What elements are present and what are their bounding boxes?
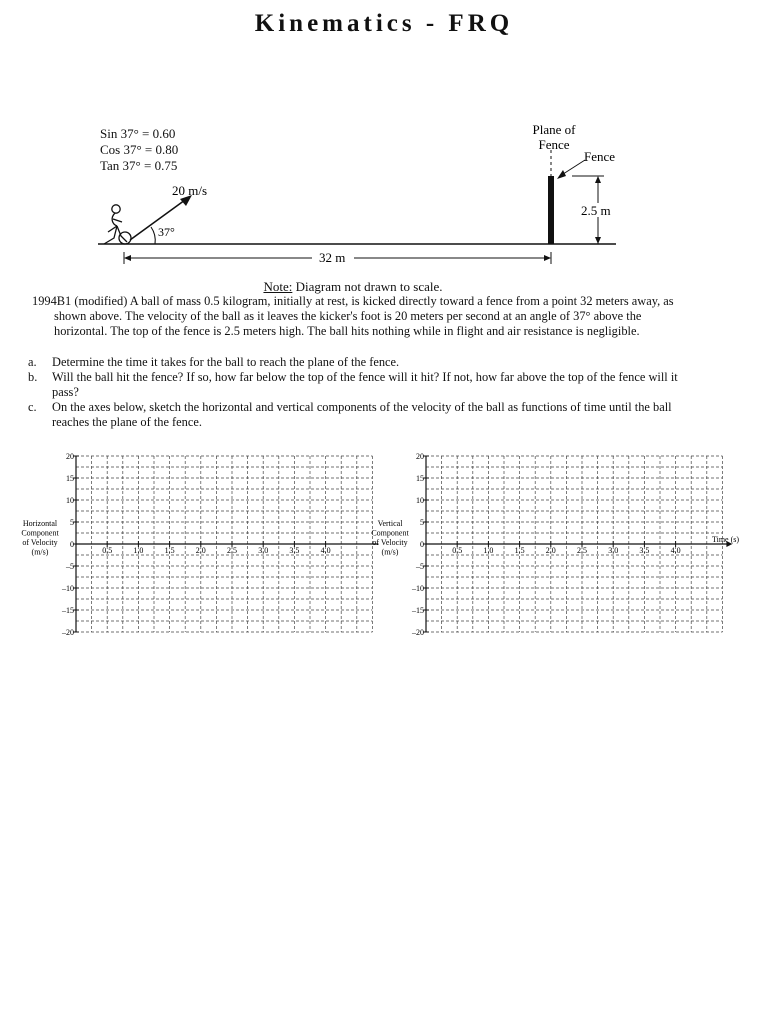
kicker-figure [104, 205, 131, 244]
y-tick-label: 5 [70, 518, 74, 527]
horizontal-ylabel-line: (m/s) [31, 547, 49, 557]
vertical-ylabel-line: Vertical [377, 519, 403, 528]
page-title: Kinematics - FRQ [254, 10, 514, 37]
x-tick-label: 2.0 [545, 546, 556, 555]
question-a [28, 355, 688, 370]
vertical-velocity-graph [364, 448, 768, 644]
y-tick-label: –5 [66, 562, 74, 571]
x-tick-label: 3.0 [608, 546, 619, 555]
problem-statement [32, 294, 682, 339]
vertical-ylabel-line: of Velocity [372, 538, 408, 547]
kick-diagram [0, 0, 768, 280]
x-tick-label: 4.0 [670, 546, 681, 555]
y-tick-label: –20 [62, 628, 74, 637]
height-arrow-top [595, 176, 601, 183]
angle-label: 37° [158, 225, 175, 239]
vertical-ylabel-line: Component [371, 528, 409, 538]
question-b [28, 370, 688, 400]
plane-label-1: Plane of [532, 122, 576, 137]
y-tick-label: 0 [420, 540, 424, 549]
horizontal-ylabel-line: of Velocity [22, 538, 58, 547]
y-tick-label: 5 [420, 518, 424, 527]
x-tick-label: 0.5 [102, 546, 113, 555]
vertical-ylabel-line: (m/s) [381, 547, 399, 557]
x-tick-label: 1.5 [164, 546, 175, 555]
question-c-text: On the axes below, sketch the horizontal and vertical components of the velocity of the ball as functions of time until the ball reaches the plane of the fence. [52, 400, 672, 429]
y-tick-label: –10 [412, 584, 424, 593]
x-tick-label: 1.0 [483, 546, 494, 555]
question-a-text: Determine the time it takes for the ball to reach the plane of the fence. [52, 355, 400, 369]
y-tick-label: –15 [412, 606, 424, 615]
y-tick-label: 10 [416, 496, 424, 505]
y-tick-label: 20 [66, 452, 74, 461]
x-tick-label: 0.5 [452, 546, 463, 555]
y-tick-label: –5 [416, 562, 424, 571]
y-tick-label: 0 [70, 540, 74, 549]
question-list [28, 355, 688, 430]
problem-text: 1994B1 (modified) A ball of mass 0.5 kilogram, initially at rest, is kicked directly toward a fence from a point 32 meters away, as shown above. The velocity of the ball as it leaves the kicker's foot is 20 meters per second at an angle of 37° above the horizontal. The top of the fence is 2.5 meters high. The ball hits nothing while in flight and air resistance is negligible. [32, 294, 674, 338]
x-tick-label: 2.0 [195, 546, 206, 555]
x-tick-label: 4.0 [320, 546, 331, 555]
question-b-letter: b. [28, 370, 38, 384]
tan-value: Tan 37° = 0.75 [100, 158, 178, 173]
sin-value: Sin 37° = 0.60 [100, 126, 176, 141]
horizontal-velocity-graph [0, 448, 384, 644]
height-arrow-bottom [595, 237, 601, 244]
y-tick-label: 20 [416, 452, 424, 461]
fence-pointer-head [557, 170, 566, 179]
x-tick-label: 3.5 [289, 546, 300, 555]
y-tick-label: 10 [66, 496, 74, 505]
x-tick-label: 1.5 [514, 546, 525, 555]
time-axis-label: Time (s) [712, 535, 740, 544]
height-label: 2.5 m [581, 203, 611, 218]
distance-label: 32 m [319, 250, 346, 265]
x-tick-label: 2.5 [577, 546, 587, 555]
horizontal-ylabel-line: Horizontal [22, 519, 58, 528]
cos-value: Cos 37° = 0.80 [100, 142, 179, 157]
question-c-letter: c. [28, 400, 37, 414]
fence-label: Fence [584, 149, 616, 164]
x-tick-label: 2.5 [227, 546, 237, 555]
plane-label-2: Fence [538, 137, 570, 152]
y-tick-label: 15 [66, 474, 74, 483]
horizontal-ylabel-line: Component [21, 528, 59, 538]
question-c [28, 400, 688, 430]
y-tick-label: 15 [416, 474, 424, 483]
diagram-note [0, 279, 706, 295]
y-tick-label: –15 [62, 606, 74, 615]
x-tick-label: 3.5 [639, 546, 650, 555]
note-label: Note: [263, 279, 293, 294]
y-tick-label: –10 [62, 584, 74, 593]
speed-label: 20 m/s [172, 183, 208, 198]
fence-post [548, 176, 554, 244]
x-tick-label: 1.0 [133, 546, 144, 555]
question-b-text: Will the ball hit the fence? If so, how far below the top of the fence will it hit? If not, how far above the top of the fence will it pass? [52, 370, 678, 399]
note-text: Diagram not drawn to scale. [292, 279, 443, 294]
angle-arc [151, 227, 155, 244]
question-a-letter: a. [28, 355, 37, 369]
y-tick-label: –20 [412, 628, 424, 637]
x-tick-label: 3.0 [258, 546, 269, 555]
